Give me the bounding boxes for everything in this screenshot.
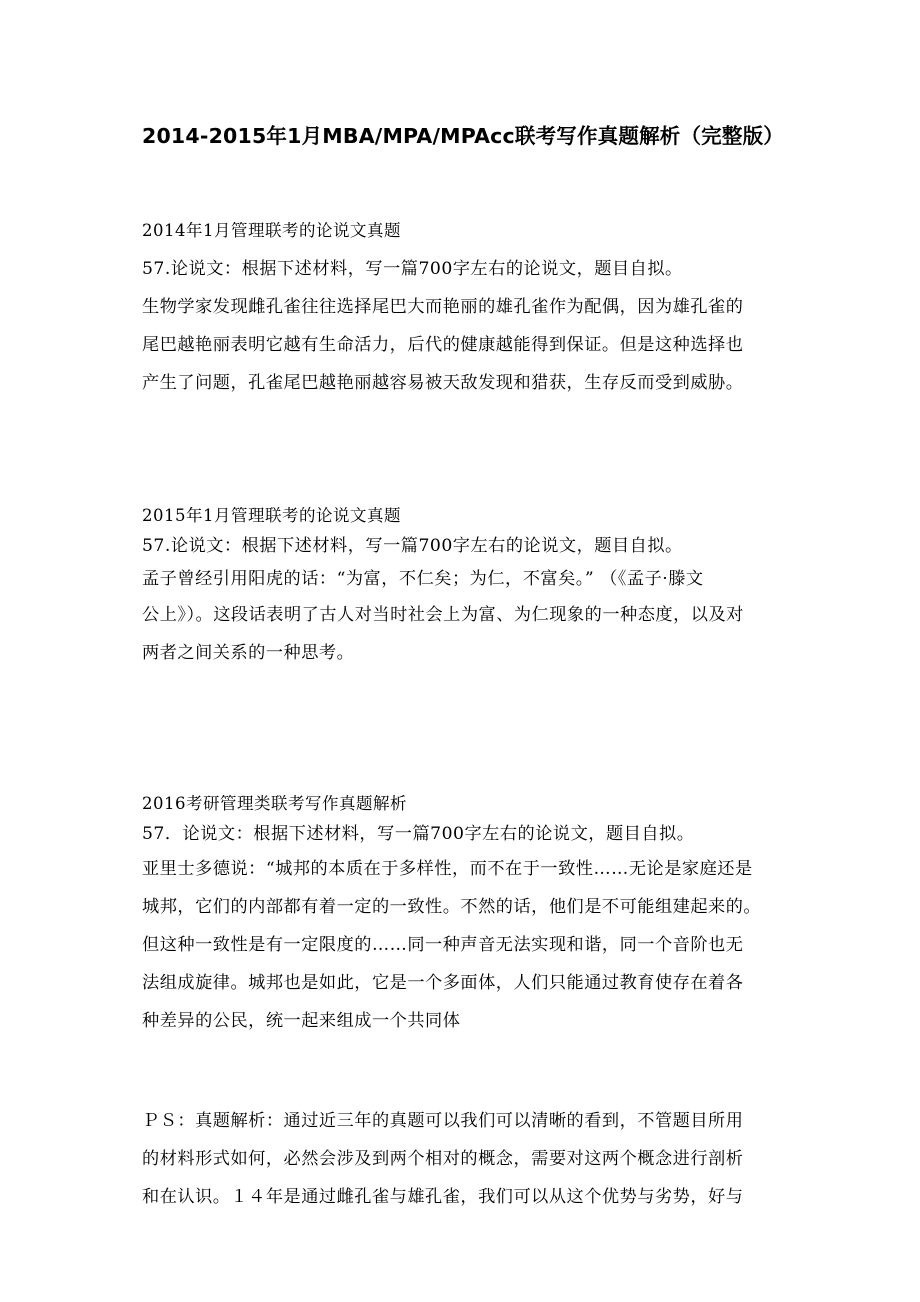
section-heading: 2014年1月管理联考的论说文真题 <box>142 221 401 240</box>
ps-line: 和在认识。１４年是通过雌孔雀与雄孔雀，我们可以从这个优势与劣势，好与 <box>142 1187 744 1207</box>
section-2016 <box>142 788 792 1040</box>
ps-line: ＰＳ：真题解析：通过近三年的真题可以我们可以清晰的看到，不管题目所用 <box>142 1111 744 1131</box>
paragraph-line: 两者之间关系的一种思考。 <box>142 643 355 663</box>
paragraph-line: 孟子曾经引用阳虎的话：“为富，不仁矣；为仁，不富矣。” （《孟子·滕文 <box>142 569 704 589</box>
paragraph-line: 尾巴越艳丽表明它越有生命活力，后代的健康越能得到保证。但是这种选择也 <box>142 335 744 355</box>
section-prompt: 57.论说文：根据下述材料，写一篇700字左右的论说文，题目自拟。 <box>142 259 683 279</box>
section-heading: 2016考研管理类联考写作真题解析 <box>142 794 407 813</box>
ps-line: 的材料形式如何，必然会涉及到两个相对的概念，需要对这两个概念进行剖析 <box>142 1149 744 1169</box>
paragraph-line: 生物学家发现雌孔雀往往选择尾巴大而艳丽的雄孔雀作为配偶，因为雄孔雀的 <box>142 297 744 317</box>
paragraph-line: 亚里士多德说：“城邦的本质在于多样性，而不在于一致性……无论是家庭还是 <box>142 859 753 879</box>
section-prompt: 57．论说文：根据下述材料，写一篇700字左右的论说文，题目自拟。 <box>142 824 695 844</box>
section-prompt: 57.论说文：根据下述材料，写一篇700字左右的论说文，题目自拟。 <box>142 536 683 556</box>
paragraph-line: 城邦，它们的内部都有着一定的一致性。不然的话，他们是不可能组建起来的。 <box>142 897 762 917</box>
section-2014 <box>142 212 792 402</box>
section-2015 <box>142 500 792 672</box>
paragraph-line: 公上》）。这段话表明了古人对当时社会上为富、为仁现象的一种态度，以及对 <box>142 605 744 625</box>
section-heading: 2015年1月管理联考的论说文真题 <box>142 506 401 525</box>
document-title: 2014-2015年1月MBA/MPA/MPAcc联考写作真题解析（完整版） <box>142 124 784 148</box>
paragraph-line: 产生了问题，孔雀尾巴越艳丽越容易被天敌发现和猎获，生存反而受到威胁。 <box>142 373 744 393</box>
paragraph-line: 法组成旋律。城邦也是如此，它是一个多面体，人们只能通过教育使存在着各 <box>142 973 744 993</box>
paragraph-line: 但这种一致性是有一定限度的……同一种声音无法实现和谐，同一个音阶也无 <box>142 935 744 955</box>
paragraph-line: 种差异的公民，统一起来组成一个共同体 <box>142 1011 461 1031</box>
ps-analysis <box>142 1102 792 1216</box>
